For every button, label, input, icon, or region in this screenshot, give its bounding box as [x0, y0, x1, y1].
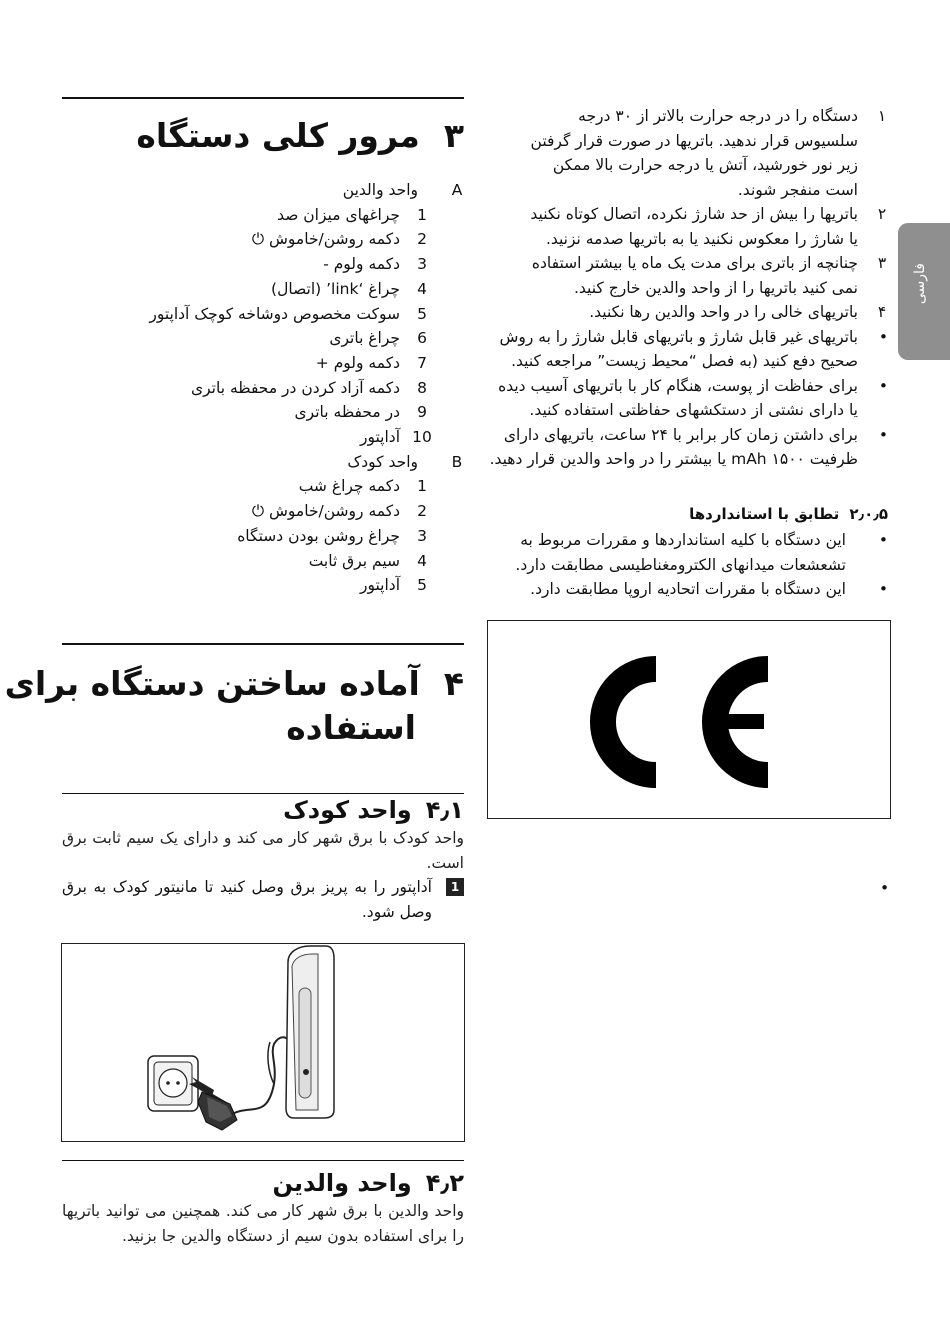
plug-illustration-icon [62, 944, 464, 1141]
group-label: واحد والدین [342, 181, 418, 199]
warning-text-line: یا شارژ را معکوس نکنید یا به باتریها صدمه نزنید. [545, 229, 858, 248]
chapter4-number: ۴ [443, 664, 464, 703]
compliance-heading-number: ۲٫۰٫۵ [849, 505, 888, 523]
warning-text-line: دستگاه را در درجه حرارت بالاتر از ۳۰ درجه [578, 107, 858, 125]
overview-item-text: دکمه ولوم - [323, 255, 400, 274]
overview-item [62, 227, 464, 252]
section41-number: ۴٫۱ [425, 796, 464, 824]
overview-item [62, 326, 464, 351]
overview-item-number: 5 [417, 576, 427, 595]
chapter4-rule [62, 643, 464, 645]
section42-title: واحد والدین [272, 1169, 412, 1197]
battery-bullet-item [480, 325, 888, 374]
chapter3-rule [62, 97, 464, 99]
bullet-mark: • [878, 376, 888, 395]
warning-text-line: نمی کنید باتریها را از واحد والدین خارج کنید. [573, 278, 858, 297]
warning-number: ۱ [877, 107, 887, 125]
warning-number: ۴ [877, 303, 887, 321]
section41-heading [62, 795, 464, 825]
section41-text: واحد کودک با برق شهر کار می کند و دارای یک سیم ثابت برق است. [62, 829, 464, 872]
group-a-heading [62, 178, 464, 203]
section41-title: واحد کودک [283, 796, 412, 824]
overview-item-text: دکمه ولوم + [315, 353, 400, 372]
bullet-text-line: ظرفیت ۱۵۰۰ mAh یا بیشتر را در واحد والدین قرار دهید. [489, 450, 858, 468]
section42-text: واحد والدین با برق شهر کار می کند. همچنین می توانید باتریها را برای استفاده بدون سیم از دستگاه والدین جا بزنید. [62, 1202, 464, 1245]
overview-item [62, 499, 464, 524]
overview-item [62, 474, 464, 499]
overview-item [62, 203, 464, 228]
bullet-mark: • [878, 580, 888, 598]
overview-item [62, 425, 464, 450]
bullet-text-line: صحیح دفع کنید (به فصل “محیط زیست” مراجعه کنید. [511, 352, 858, 370]
warning-text-line: زیر نور خورشید، آتش یا درجه حرارت بالا ممکن [552, 156, 858, 174]
bullet-text-line: یا دارای نشتی از دستکشهای حفاظتی استفاده کنید. [529, 401, 858, 419]
overview-item-number: 6 [417, 329, 427, 348]
chapter3-number: ۳ [443, 116, 464, 155]
overview-item [62, 400, 464, 425]
battery-bullet-item [480, 374, 888, 423]
overview-item [62, 573, 464, 598]
overview-item [62, 549, 464, 574]
compliance-text-line: این دستگاه با کلیه استانداردها و مقررات مربوط به [520, 531, 846, 549]
group-letter: A [451, 181, 463, 199]
group-b-heading [62, 450, 464, 475]
step-1-text: آداپتور را به پریز برق وصل کنید تا مانیتور کودک به برق وصل شود. [62, 878, 432, 921]
group-letter: B [451, 452, 463, 471]
overview-item-number: 8 [417, 378, 427, 397]
numbered-warning-item [480, 202, 887, 251]
overview-item-text: سوکت مخصوص دوشاخه کوچک آداپتور [149, 304, 400, 323]
overview-item-number: 2 [417, 502, 427, 521]
overview-item-number: 10 [412, 428, 432, 446]
group-label: واحد کودک [347, 452, 418, 471]
adapter-illustration [61, 943, 465, 1142]
ce-mark-icon [488, 621, 890, 818]
language-tab-label: فارسی [912, 263, 928, 305]
overview-item-text: دکمه آزاد کردن در محفظه باتری [190, 378, 400, 397]
compliance-heading [600, 502, 888, 527]
compliance-list [480, 528, 888, 602]
overview-item [62, 376, 464, 401]
overview-item-text: در محفظه باتری [294, 403, 400, 422]
section41-rule [62, 793, 464, 794]
compliance-heading-text: تطابق با استانداردها [689, 505, 840, 523]
bullet-text-line: برای داشتن زمان کار برابر با ۲۴ ساعت، باتریهای دارای [503, 425, 858, 444]
overview-item-text: چراغ ‘link’ (اتصال) [271, 279, 400, 298]
overview-item-text: دکمه چراغ شب [298, 477, 400, 496]
bullet-mark: • [878, 531, 888, 549]
overview-item [62, 302, 464, 327]
overview-item-number: 2 [417, 230, 427, 249]
language-tab[interactable] [898, 223, 950, 360]
warning-text-line: چنانچه از باتری برای مدت یک ماه یا بیشتر استفاده [531, 254, 858, 272]
bullet-mark: • [878, 327, 888, 346]
warning-text-line: است منفجر شوند. [737, 180, 858, 199]
step-1-number: 1 [446, 878, 464, 896]
compliance-item [480, 528, 888, 577]
overview-item-number: 7 [417, 353, 427, 372]
section42-number: ۴٫۲ [425, 1169, 464, 1197]
chapter4-heading [4, 662, 464, 750]
compliance-text-line: این دستگاه با مقررات اتحادیه اروپا مطابقت دارد. [530, 580, 846, 598]
overview-item-number: 3 [417, 255, 427, 274]
bullet-mark: • [878, 425, 888, 444]
overview-item-number: 4 [417, 551, 427, 570]
battery-bullet-list [480, 325, 888, 472]
compliance-item [480, 577, 888, 602]
trailing-bullet: • [880, 879, 890, 897]
overview-item-number: 4 [417, 279, 427, 298]
overview-item-number: 1 [417, 477, 427, 496]
overview-item-number: 5 [417, 304, 427, 323]
overview-item-text: چراغهای میزان صد [277, 205, 400, 224]
section42-heading [62, 1168, 464, 1198]
overview-item-text: چراغ روشن بودن دستگاه [237, 526, 400, 545]
step-1 [62, 875, 464, 924]
overview-item-text: دکمه روشن/خاموش ⏻ [251, 230, 400, 249]
chapter4-title-line2: استفاده [286, 708, 416, 747]
overview-item-text: دکمه روشن/خاموش ⏻ [251, 502, 400, 521]
warning-text-line: باتریهای خالی را در واحد والدین رها نکنید. [589, 303, 858, 321]
overview-item [62, 277, 464, 302]
bullet-text-line: برای حفاظت از پوست، هنگام کار با باتریهای آسیب دیده [498, 376, 858, 395]
chapter3-title: مرور کلی دستگاه [136, 116, 420, 155]
warning-number: ۳ [877, 254, 887, 272]
overview-item-number: 1 [417, 205, 427, 224]
compliance-text-line: تشعشعات میدانهای الکترومغناطیسی مطابقت دارد. [515, 555, 846, 574]
warning-text-line: باتریها را بیش از حد شارژ نکرده، اتصال کوتاه نکنید [530, 205, 858, 223]
battery-warnings [480, 104, 888, 472]
battery-bullet-item [480, 423, 888, 472]
overview-item [62, 351, 464, 376]
overview-item-text: آداپتور [360, 428, 400, 446]
overview-item [62, 524, 464, 549]
numbered-warning-item [480, 251, 887, 300]
overview-item-text: چراغ باتری [329, 329, 400, 348]
overview-item-text: آداپتور [360, 576, 400, 595]
numbered-warning-list [480, 104, 887, 325]
numbered-warning-item [480, 300, 887, 325]
overview-item-number: 3 [417, 526, 427, 545]
chapter3-heading [136, 114, 464, 158]
overview-list [62, 178, 464, 608]
ce-mark-box [487, 620, 891, 819]
numbered-warning-item [480, 104, 887, 202]
overview-item-number: 9 [417, 403, 427, 422]
bullet-text-line: باتریهای غیر قابل شارژ و باتریهای قابل شارژ را به روش [499, 327, 858, 346]
overview-item-text: سیم برق ثابت [308, 551, 400, 570]
overview-item [62, 252, 464, 277]
warning-number: ۲ [877, 205, 887, 223]
chapter4-title-line1: آماده ساختن دستگاه برای [4, 664, 420, 703]
warning-text-line: سلسیوس قرار ندهید. باتریها در صورت قرار گرفتن [530, 131, 858, 150]
section42-rule [62, 1160, 464, 1161]
